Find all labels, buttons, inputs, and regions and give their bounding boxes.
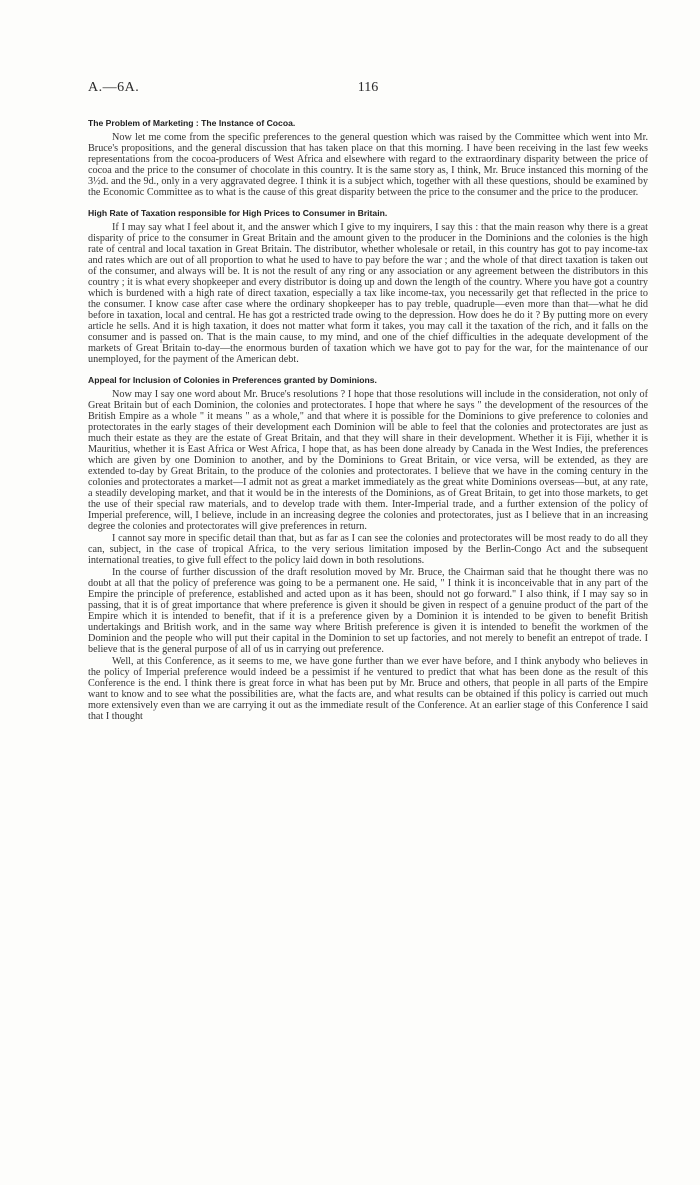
section-colonies (88, 375, 648, 722)
paragraph: Now let me come from the specific preferences to the general question which was raised by the Committee which went into Mr. Bruce's propositions, and the general discussion that has taken place on that this morning. I have been receiving in the last few weeks representations from the cocoa-producers of West Africa and elsewhere with regard to the extraordinary disparity between the price of cocoa and the price to the consumer of chocolate in this country. It is the same story as, I think, Mr. Bruce instanced this morning of the 3½d. and the 9d., only in a very aggravated degree. I think it is a subject which, together with all these questions, should be examined by the Economic Committee as to what is the cause of this great disparity between the price to the consumer and the price to the producer. (88, 132, 648, 198)
section-taxation (88, 208, 648, 365)
section-cocoa (88, 118, 648, 198)
section-heading: The Problem of Marketing : The Instance of Cocoa. (88, 118, 296, 128)
page-number: 116 (357, 80, 379, 95)
page-header (88, 80, 648, 100)
paragraph: In the course of further discussion of the draft resolution moved by Mr. Bruce, the Chairman said that he thought there was no doubt at all that the policy of preference was going to be a permanent one. He said, " I think it is inconceivable that in any part of the Empire the principle of preference, established and acted upon as it has been, should not go forward." I also think, if I may say so in passing, that it is of great importance that where preference is given it should be given in respect of a genuine product of the part of the Empire which it is intended to benefit, that if it is a preference given by a Dominion it is intended to be given to benefit British undertakings and British work, and in the same way where British preference is given it is intended to benefit the workmen of the Dominion and the people who will put their capital in the Dominion to set up factories, and not merely to benefit an entrepot of trade. I believe that is the general purpose of all of us in carrying out preference. (88, 567, 648, 655)
body-text (88, 118, 648, 732)
paragraph: I cannot say more in specific detail than that, but as far as I can see the colonies and protectorates will be most ready to do all they can, subject, in the case of tropical Africa, to the very serious limitation imposed by the Berlin-Congo Act and the subsequent international treaties, to give full effect to the policy laid down in both resolutions. (88, 533, 648, 566)
section-heading: High Rate of Taxation responsible for High Prices to Consumer in Britain. (88, 208, 388, 218)
series-reference: A.—6A. (88, 80, 140, 95)
paragraph: Now may I say one word about Mr. Bruce's resolutions ? I hope that those resolutions will include in the consideration, not only of Great Britain but of each Dominion, the colonies and protectorates. I hope that where he says " the development of the resources of the British Empire as a whole " it means " as a whole," and that where it is possible for the Dominions to give preference to colonies and protectorates in the early stages of their development each Dominion will be able to feel that the colonies and protectorates are just as much their estate as they are the estate of Great Britain, and that they will share in their development. Whether it is Fiji, whether it is Mauritius, whether it is East Africa or West Africa, I hope that, as has been done already by Canada in the West Indies, the preferences which are given by one Dominion to another, and by the Dominions to Great Britain, or vice versa, will be extended, as they are extended to-day by Great Britain, to the produce of the colonies and protectorates. I believe that we have in the coming century in the colonies and protectorates a market—I admit not as great a market immediately as the great white Dominions overseas—but, at any rate, a steadily developing market, and that it would be in the interests of the Dominions, as of Great Britain, to get into those markets, to get the use of their special raw materials, and to develop trade with them. Inter-Imperial trade, and a further extension of the policy of Imperial preference, will, I believe, include in an increasing degree the colonies and protectorates, just as I believe that in an increasing degree the colonies and protectorates will give preferences in return. (88, 389, 648, 532)
paragraph: If I may say what I feel about it, and the answer which I give to my inquirers, I say this : that the main reason why there is a great disparity of price to the consumer in Great Britain and the amount given to the producer in the Dominions and the colonies is the high rate of central and local taxation in Great Britain. The distributor, whether wholesale or retail, in this country has got to pay income-tax and rates which are out of all proportion to what he used to have to pay before the war ; and the whole of that direct taxation is taken out of the consumer, and always will be. It is not the result of any ring or any association or any agreement between the distributors in this country ; it is what every shopkeeper and every distributor is doing up and down the length of the country. Where you have got a country which is burdened with a high rate of direct taxation, especially a tax like income-tax, you necessarily get that reflected in the price to the consumer. I know case after case where the ordinary shopkeeper has to pay treble, quadruple—even more than that—what he did before in taxation, local and central. He has got a restricted trade owing to the depression. How does he do it ? By putting more on every article he sells. And it is high taxation, it does not matter what form it takes, you may call it the taxation of the rich, and it falls on the consumer and is passed on. That is the main cause, to my mind, and one of the chief difficulties in the adequate development of the markets of Great Britain to-day—the enormous burden of taxation which we have got to pay for the war, for the maintenance of our unemployed, for the payment of the American debt. (88, 222, 648, 365)
section-heading: Appeal for Inclusion of Colonies in Preferences granted by Dominions. (88, 375, 377, 385)
paragraph: Well, at this Conference, as it seems to me, we have gone further than we ever have before, and I think anybody who believes in the policy of Imperial preference would indeed be a pessimist if he ventured to predict that what has been done as the result of this Conference is the end. I think there is great force in what has been put by Mr. Bruce and others, that people in all parts of the Empire want to know and to see what the possibilities are, what the facts are, and what results can be obtained if this policy is carried out much more extensively even than we are carrying it out as the immediate result of the Conference. At an earlier stage of this Conference I said that I thought (88, 656, 648, 722)
